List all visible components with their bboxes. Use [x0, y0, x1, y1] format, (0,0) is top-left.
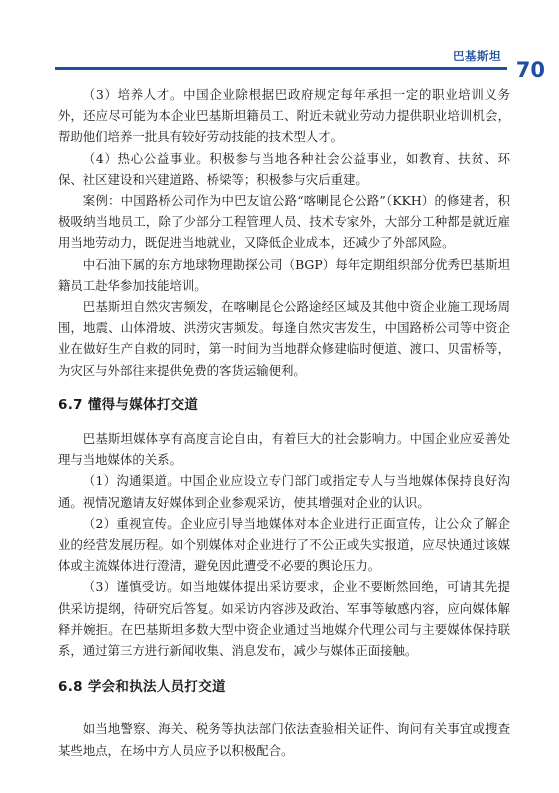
paragraph-training: （3）培养人才。中国企业除根据巴政府规定每年承担一定的职业培训义务外，还应尽可能为本企业巴基斯坦籍员工、附近未就业劳动力提供职业培训机会，帮助他们培养一批具有较好劳动技能的技术型人才。 — [58, 87, 510, 145]
paragraph-public-welfare: （4）热心公益事业。积极参与当地各种社会公益事业，如教育、扶贫、环保、社区建设和兴建道路、桥梁等；积极参与灾后重建。 — [58, 150, 510, 187]
paragraph-case-kkh: 案例：中国路桥公司作为中巴友谊公路“喀喇昆仑公路”（KKH）的修建者，积极吸纳当地员工，除了少部分工程管理人员、技术专家外，大部分工种都是就近雇用当地劳动力，既促进当地就业，又降低企业成本，还减少了外部风险。 — [58, 193, 510, 251]
paragraph-media-channel: （1）沟通渠道。中国企业应设立专门部门或指定专人与当地媒体保持良好沟通。视情况邀请友好媒体到企业参观采访，使其增强对企业的认识。 — [58, 473, 510, 510]
paragraph-media-publicity: （2）重视宣传。企业应引导当地媒体对本企业进行正面宣传，让公众了解企业的经营发展历程。如个别媒体对企业进行了不公正或失实报道，应尽快通过该媒体或主流媒体进行澄清，避免因此遭受不必要的舆论压力。 — [58, 515, 510, 574]
paragraph-law-enforcement: 如当地警察、海关、税务等执法部门依法查验相关证件、询问有关事宜或搜查某些地点，在场中方人员应予以积极配合。 — [58, 721, 510, 758]
header-rule — [55, 67, 507, 70]
running-header-country: 巴基斯坦 — [453, 49, 501, 63]
page-header — [0, 0, 559, 82]
page-number: 70 — [515, 58, 545, 82]
section-heading-media: 6.7 懂得与媒体打交道 — [58, 396, 199, 413]
paragraph-disaster-relief: 巴基斯坦自然灾害频发，在喀喇昆仑公路途经区域及其他中资企业施工现场周围，地震、山体滑坡、洪涝灾害频发。每逢自然灾害发生，中国路桥公司等中资企业在做好生产自救的同时，第一时间为当地群众修建临时便道、渡口、贝雷桥等，为灾区与外部往来提供免费的客货运输便利。 — [58, 299, 510, 378]
paragraph-case-bgp: 中石油下属的东方地球物理勘探公司（BGP）每年定期组织部分优秀巴基斯坦籍员工赴华参加技能培训。 — [58, 256, 510, 293]
paragraph-media-intro: 巴基斯坦媒体享有高度言论自由，有着巨大的社会影响力。中国企业应妥善处理与当地媒体的关系。 — [58, 431, 510, 468]
page-body — [58, 84, 510, 761]
section-heading-law-enforcement: 6.8 学会和执法人员打交道 — [58, 679, 226, 696]
paragraph-media-interview: （3）谨慎受访。如当地媒体提出采访要求，企业不要断然回绝，可请其先提供采访提纲，待研究后答复。如采访内容涉及政治、军事等敏感内容，应向媒体解释并婉拒。在巴基斯坦多数大型中资企业通过当地媒介代理公司与主要媒体保持联系，通过第三方进行新闻收集、消息发布，减少与媒体正面接触。 — [58, 579, 510, 659]
